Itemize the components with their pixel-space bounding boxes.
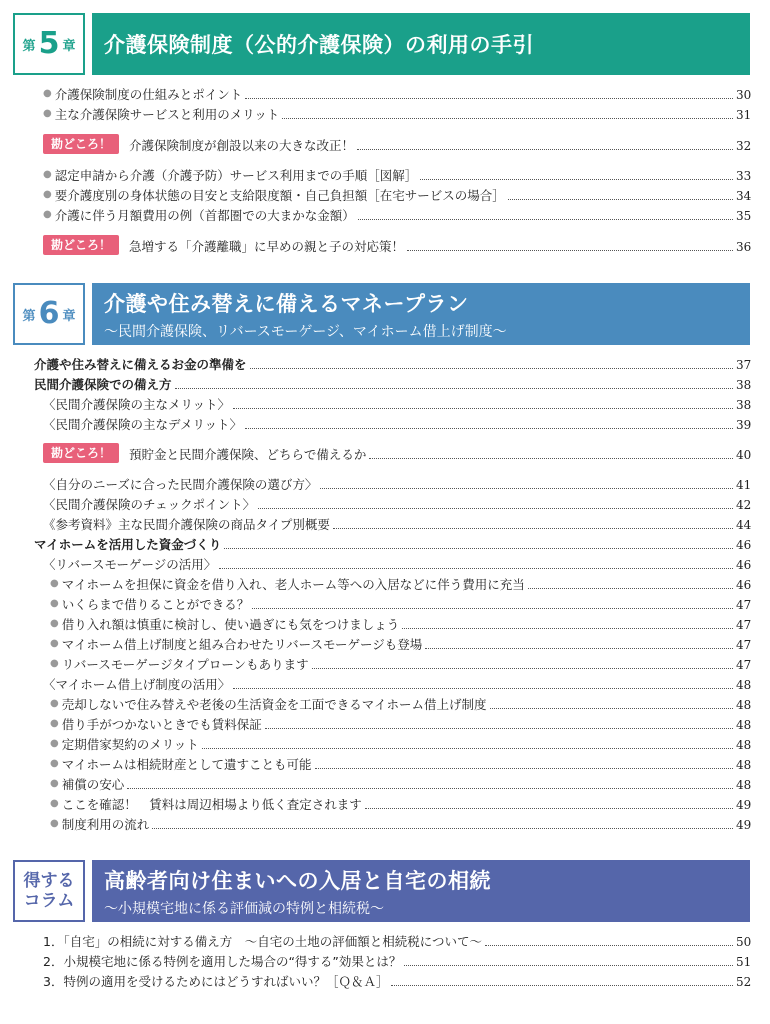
toc-entry[interactable] — [50, 773, 750, 793]
page-number: 31 — [736, 108, 752, 122]
leader-dots — [407, 250, 733, 251]
bullet-icon: ● — [50, 698, 59, 709]
toc-entry-text: 《参考資料》主な民間介護保険の商品タイプ別概要 — [43, 517, 330, 532]
toc-entry[interactable] — [43, 970, 750, 990]
toc-entry[interactable] — [43, 83, 750, 103]
toc-entry-text: 主な介護保険サービスと利用のメリット — [54, 107, 280, 122]
toc-entry[interactable] — [43, 184, 750, 204]
toc-entry[interactable] — [50, 593, 750, 613]
bullet-icon: ● — [43, 209, 52, 220]
chapter-suffix: 章 — [62, 308, 76, 324]
leader-dots — [250, 368, 733, 369]
page-number: 51 — [736, 955, 752, 969]
page-number: 46 — [736, 538, 752, 552]
chapter-title: 介護保険制度（公的介護保険）の利用の手引 — [104, 33, 534, 57]
leader-dots — [219, 568, 733, 569]
toc-entry-text: ここを確認！ 賃料は周辺相場より低く査定されます — [61, 797, 362, 812]
chapter-suffix: 章 — [62, 38, 76, 54]
page-number: 48 — [736, 718, 752, 732]
toc-entry-text: 制度利用の流れ — [61, 817, 150, 832]
toc-entry[interactable] — [43, 413, 750, 433]
bullet-icon: ● — [50, 618, 59, 629]
leader-dots — [258, 508, 733, 509]
leader-dots — [357, 149, 733, 150]
leader-dots — [508, 199, 733, 200]
bullet-icon: ● — [43, 169, 52, 180]
column-title-bar — [92, 860, 750, 922]
toc-entry[interactable] — [43, 553, 750, 573]
leader-dots — [369, 458, 733, 459]
page-number: 47 — [736, 598, 752, 612]
leader-dots — [490, 708, 734, 709]
toc-entry-text: 〈民間介護保険の主なメリット〉 — [43, 397, 231, 412]
kandokoro-tag: 勘どころ！ — [43, 443, 119, 463]
page-number: 41 — [736, 478, 752, 492]
toc-entry-text: 認定申請から介護（介護予防）サービス利用までの手順［図解］ — [54, 168, 418, 183]
toc-entry[interactable] — [50, 633, 750, 653]
toc-entry[interactable] — [34, 533, 750, 553]
toc-entry-text: 民間介護保険での備え方 — [34, 377, 172, 392]
toc-entry-text: 補償の安心 — [61, 777, 125, 792]
page-number: 47 — [736, 658, 752, 672]
toc-entry-text: いくらまで借りることができる？ — [61, 597, 250, 612]
leader-dots — [402, 628, 733, 629]
bullet-icon: ● — [50, 798, 59, 809]
leader-dots — [358, 219, 733, 220]
leader-dots — [425, 648, 733, 649]
toc-entry-text: 急増する「介護離職」に早めの親と子の対応策！ — [129, 239, 405, 254]
toc-entry-text: 介護に伴う月額費用の例（首都圏での大まかな金額） — [54, 208, 355, 223]
page-number: 42 — [736, 498, 752, 512]
toc-entry-text: 2．小規模宅地に係る特例を適用した場合の“得する”効果とは？ — [43, 954, 402, 969]
page-number: 44 — [736, 518, 752, 532]
toc-entry[interactable] — [43, 473, 750, 493]
column-badge — [13, 860, 85, 922]
toc-entry[interactable] — [43, 930, 750, 950]
bullet-icon: ● — [43, 108, 52, 119]
leader-dots — [202, 748, 733, 749]
toc-entry-text: 3．特例の適用を受けるためにはどうすればいい？［Ｑ＆Ａ］ — [43, 974, 389, 989]
page-number: 35 — [736, 209, 752, 223]
leader-dots — [333, 528, 733, 529]
column-label-bottom: コラム — [23, 891, 75, 911]
leader-dots — [152, 828, 733, 829]
toc-entry-text: 介護保険制度が創設以来の大きな改正！ — [129, 138, 355, 153]
leader-dots — [252, 608, 733, 609]
bullet-icon: ● — [50, 598, 59, 609]
page-number: 38 — [736, 378, 752, 392]
page-number: 39 — [736, 418, 752, 432]
bullet-icon: ● — [50, 638, 59, 649]
leader-dots — [315, 768, 734, 769]
bullet-icon: ● — [50, 818, 59, 829]
page-number: 36 — [736, 240, 752, 254]
toc-entry[interactable] — [50, 733, 750, 753]
leader-dots — [282, 118, 733, 119]
page-number: 48 — [736, 678, 752, 692]
chapter-prefix: 第 — [22, 38, 36, 54]
toc-entry-text: マイホーム借上げ制度と組み合わせたリバースモーゲージも登場 — [61, 637, 423, 652]
page-number: 50 — [736, 935, 752, 949]
toc-entry-text: 〈リバースモーゲージの活用〉 — [43, 557, 217, 572]
bullet-icon: ● — [50, 578, 59, 589]
toc-entry-text: 借り入れ額は慎重に検討し、使い過ぎにも気をつけましょう — [61, 617, 400, 632]
toc-entry-text: 〈マイホーム借上げ制度の活用〉 — [43, 677, 231, 692]
leader-dots — [233, 408, 733, 409]
toc-entry[interactable] — [43, 204, 750, 224]
toc-entry-highlight[interactable] — [43, 233, 750, 255]
toc-entry-text: マイホームは相続財産として遺すことも可能 — [61, 757, 312, 772]
leader-dots — [265, 728, 733, 729]
chapter-subtitle: ～民間介護保険、リバースモーゲージ、マイホーム借上げ制度～ — [104, 323, 507, 340]
leader-dots — [365, 808, 733, 809]
leader-dots — [485, 945, 733, 946]
column-subtitle: ～小規模宅地に係る評価減の特例と相続税～ — [104, 900, 384, 917]
leader-dots — [320, 488, 733, 489]
toc-entry-text: 売却しないで住み替えや老後の生活資金を工面できるマイホーム借上げ制度 — [61, 697, 487, 712]
bullet-icon: ● — [50, 658, 59, 669]
toc-entry[interactable] — [50, 813, 750, 833]
toc-entry-highlight[interactable] — [43, 132, 750, 154]
kandokoro-tag: 勘どころ！ — [43, 134, 119, 154]
leader-dots — [391, 985, 733, 986]
page-number: 48 — [736, 778, 752, 792]
toc-entry[interactable] — [50, 693, 750, 713]
toc-entry[interactable] — [50, 793, 750, 813]
chapter-title: 介護や住み替えに備えるマネープラン — [104, 291, 469, 316]
page-number: 49 — [736, 818, 752, 832]
page-number: 49 — [736, 798, 752, 812]
bullet-icon: ● — [50, 738, 59, 749]
chapter-title-bar — [92, 283, 750, 345]
leader-dots — [528, 588, 733, 589]
chapter-title-bar — [92, 13, 750, 75]
bullet-icon: ● — [50, 778, 59, 789]
bullet-icon: ● — [50, 718, 59, 729]
leader-dots — [127, 788, 733, 789]
chapter-badge — [13, 13, 85, 75]
toc-entry-text: 定期借家契約のメリット — [61, 737, 199, 752]
leader-dots — [245, 98, 733, 99]
chapter-number: 5 — [38, 26, 60, 61]
toc-entry-text: 預貯金と民間介護保険、どちらで備えるか — [129, 447, 367, 462]
leader-dots — [404, 965, 733, 966]
toc-entry[interactable] — [34, 373, 750, 393]
toc-entry-text: リバースモーゲージタイプローンもあります — [61, 657, 309, 672]
leader-dots — [312, 668, 733, 669]
leader-dots — [245, 428, 733, 429]
toc-entry-text: 介護保険制度の仕組みとポイント — [54, 87, 243, 102]
chapter-badge — [13, 283, 85, 345]
toc-entry[interactable] — [43, 493, 750, 513]
leader-dots — [420, 179, 733, 180]
toc-entry-text: 〈民間介護保険の主なデメリット〉 — [43, 417, 243, 432]
toc-entry[interactable] — [50, 653, 750, 673]
leader-dots — [175, 388, 733, 389]
page-number: 47 — [736, 618, 752, 632]
toc-entry-text: 借り手がつかないときでも賃料保証 — [61, 717, 262, 732]
toc-entry-text: 1．「自宅」の相続に対する備え方 ～自宅の土地の評価額と相続税について～ — [43, 934, 482, 949]
page-number: 32 — [736, 139, 752, 153]
toc-entry[interactable] — [50, 573, 750, 593]
chapter-prefix: 第 — [22, 308, 36, 324]
page-number: 48 — [736, 698, 752, 712]
bullet-icon: ● — [43, 88, 52, 99]
toc-entry-text: マイホームを担保に資金を借り入れ、老人ホーム等への入居などに伴う費用に充当 — [61, 577, 525, 592]
page-number: 34 — [736, 189, 752, 203]
toc-entry[interactable] — [43, 513, 750, 533]
page-number: 46 — [736, 578, 752, 592]
page-number: 48 — [736, 738, 752, 752]
column-title: 高齢者向け住まいへの入居と自宅の相続 — [104, 868, 491, 893]
toc-entry-text: 〈民間介護保険のチェックポイント〉 — [43, 497, 256, 512]
toc-entry[interactable] — [50, 753, 750, 773]
page-number: 33 — [736, 169, 752, 183]
page-number: 47 — [736, 638, 752, 652]
page-number: 30 — [736, 88, 752, 102]
page-number: 37 — [736, 358, 752, 372]
toc-entry[interactable] — [43, 164, 750, 184]
toc-entry[interactable] — [34, 353, 750, 373]
toc-entry[interactable] — [43, 393, 750, 413]
page-number: 38 — [736, 398, 752, 412]
bullet-icon: ● — [43, 189, 52, 200]
toc-entry[interactable] — [43, 103, 750, 123]
toc-entry-text: 〈自分のニーズに合った民間介護保険の選び方〉 — [43, 477, 318, 492]
toc-entry[interactable] — [43, 673, 750, 693]
page-number: 46 — [736, 558, 752, 572]
leader-dots — [224, 548, 733, 549]
toc-entry[interactable] — [43, 950, 750, 970]
page-number: 40 — [736, 448, 752, 462]
leader-dots — [233, 688, 733, 689]
toc-entry[interactable] — [50, 613, 750, 633]
bullet-icon: ● — [50, 758, 59, 769]
kandokoro-tag: 勘どころ！ — [43, 235, 119, 255]
toc-entry-text: マイホームを活用した資金づくり — [34, 537, 222, 552]
page-number: 52 — [736, 975, 752, 989]
column-label-top: 得する — [23, 871, 75, 891]
chapter-number: 6 — [38, 296, 60, 331]
toc-entry-text: 介護や住み替えに備えるお金の準備を — [34, 357, 247, 372]
page-number: 48 — [736, 758, 752, 772]
toc-entry[interactable] — [50, 713, 750, 733]
toc-entry-highlight[interactable] — [43, 441, 750, 463]
toc-entry-text: 要介護度別の身体状態の目安と支給限度額・自己負担額［在宅サービスの場合］ — [54, 188, 505, 203]
